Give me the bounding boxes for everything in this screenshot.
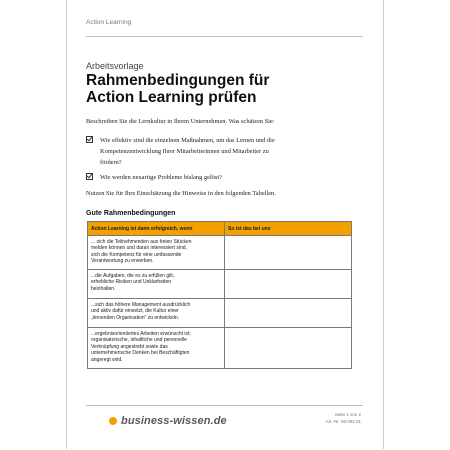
footer-meta bbox=[325, 411, 361, 425]
cell-line: Verantwortung zu erwerben. bbox=[91, 258, 154, 265]
checklist-line: Wie werden neuartige Probleme bislang gelöst? bbox=[100, 174, 223, 181]
title-line-1: Rahmenbedingungen für bbox=[86, 72, 270, 89]
condition-cell bbox=[88, 270, 225, 299]
document-page bbox=[66, 0, 384, 449]
checklist-item bbox=[86, 135, 275, 168]
page-title bbox=[86, 72, 356, 106]
table-row bbox=[88, 236, 352, 270]
cell-line: angeregt wird. bbox=[91, 356, 123, 363]
cell-line: organisatorische, inhaltliche und personelle bbox=[91, 337, 187, 344]
cell-line: ...ergebnisorientiertes Arbeiten erwünscht ist; bbox=[91, 331, 191, 337]
cell-line: sich die Kompetenz für eine umfassende bbox=[91, 251, 182, 258]
checklist-text bbox=[100, 172, 222, 183]
answer-cell[interactable] bbox=[225, 299, 352, 328]
answer-cell[interactable] bbox=[225, 270, 352, 299]
column-header: So ist das bei uns bbox=[225, 222, 352, 236]
cell-line: beinhalten. bbox=[91, 285, 116, 292]
header-label: Action Learning bbox=[86, 19, 132, 26]
cell-line: ...die Aufgaben, die es zu erfüllen gilt, bbox=[91, 273, 175, 279]
table-row bbox=[88, 299, 352, 328]
logo-dot-icon bbox=[109, 417, 117, 425]
table-row bbox=[88, 270, 352, 299]
cell-line: erhebliche Risiken und Unklarheiten bbox=[91, 279, 172, 286]
checklist-item bbox=[86, 172, 222, 183]
logo-text: business-wissen.de bbox=[121, 415, 227, 427]
cell-line: melden können und daran interessiert sind, bbox=[91, 245, 187, 252]
cell-line: unternehmerische Denken bei Beschäftigten bbox=[91, 350, 190, 357]
answer-cell[interactable] bbox=[225, 328, 352, 369]
cell-line: „lernenden Organisation“ zu entwickeln. bbox=[91, 314, 180, 321]
checklist-line: Wie effektiv sind die einzelnen Maßnahmen, um das Lernen und die bbox=[100, 137, 275, 144]
document-kicker: Arbeitsvorlage bbox=[86, 61, 144, 71]
header-divider bbox=[86, 36, 363, 37]
checkmark-icon bbox=[86, 136, 93, 143]
column-header: Action Learning ist dann erfolgreich, wenn bbox=[88, 222, 225, 236]
table-row bbox=[88, 328, 352, 369]
checklist-line: fördern? bbox=[100, 159, 122, 166]
conditions-table bbox=[87, 221, 352, 369]
page-number: Seite 1 von 2 bbox=[334, 412, 361, 417]
title-line-2: Action Learning prüfen bbox=[86, 89, 257, 106]
cell-line: ...sich das höhere Management ausdrücklich bbox=[91, 302, 191, 308]
cell-line: Verknüpfung angestrebt sowie das bbox=[91, 343, 168, 350]
condition-cell bbox=[88, 299, 225, 328]
checkmark-icon bbox=[86, 173, 93, 180]
brand-logo[interactable] bbox=[109, 415, 227, 427]
footer-divider bbox=[86, 405, 363, 406]
article-number: Art.-Nr. 99.092.01 bbox=[325, 419, 361, 424]
condition-cell bbox=[88, 236, 225, 270]
table-heading: Gute Rahmenbedingungen bbox=[86, 210, 176, 217]
outro-text: Nutzen Sie für Ihre Einschätzung die Hinweise in den folgenden Tabellen. bbox=[86, 190, 276, 197]
checklist-text bbox=[100, 135, 275, 168]
cell-line: und aktiv dafür einsetzt, die Kultur einer bbox=[91, 308, 179, 315]
checklist-line: Kompetenzentwicklung Ihrer Mitarbeiterinnen und Mitarbeiter zu bbox=[100, 148, 269, 155]
condition-cell bbox=[88, 328, 225, 369]
cell-line: ... sich die Teilnehmenden aus freien Stücken bbox=[91, 239, 192, 245]
answer-cell[interactable] bbox=[225, 236, 352, 270]
table-header-row bbox=[88, 222, 352, 236]
intro-text: Beschreiben Sie die Lernkultur in Ihrem Unternehmen. Was schätzen Sie: bbox=[86, 118, 275, 125]
